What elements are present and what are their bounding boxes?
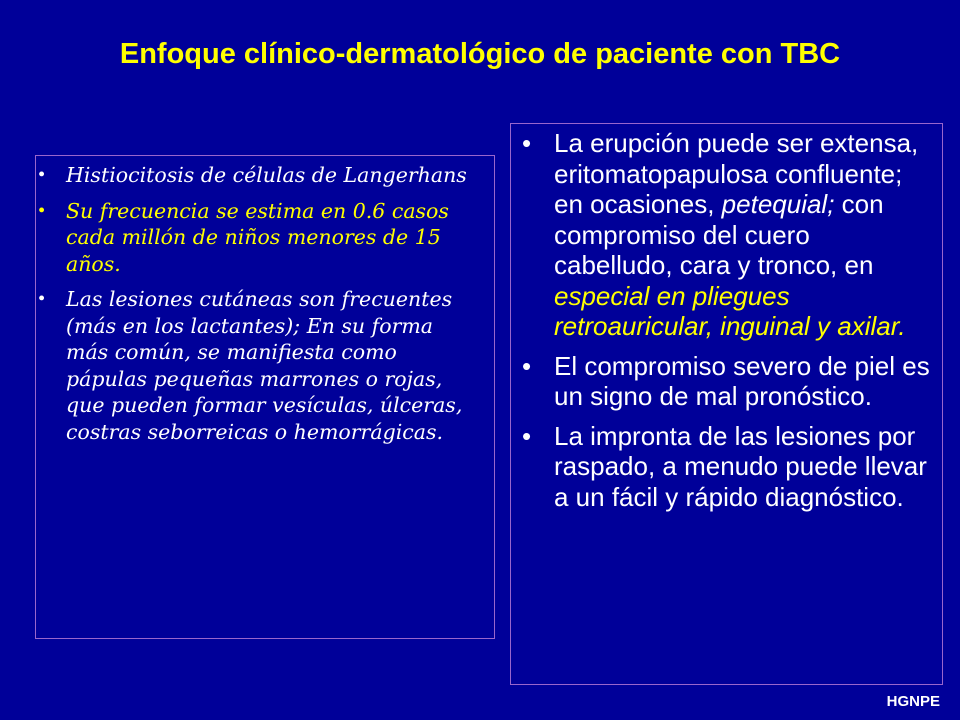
slide-title: Enfoque clínico-dermatológico de paciente con TBC (119, 38, 841, 70)
right-item-text: La impronta de las lesiones por raspado, a menudo puede llevar a un fácil y rápido diagnóstico. (554, 420, 927, 512)
right-item-text-part: con compromiso del cuero cabelludo, cara y tronco, en (554, 189, 884, 280)
left-bullet-list (38, 162, 481, 454)
left-item-text: Su frecuencia se estima en 0.6 casos cada millón de niños menores de 15 años. (66, 198, 449, 276)
bullet-icon: • (522, 128, 532, 158)
right-list-item-1 (522, 128, 934, 342)
bullet-icon: • (38, 288, 46, 310)
right-text-box (510, 123, 943, 685)
left-text-box (35, 155, 495, 639)
right-item-text: El compromiso severo de piel es un signo de mal pronóstico. (554, 350, 930, 411)
bullet-icon: • (38, 199, 46, 222)
footer-label: HGNPE (886, 693, 940, 710)
right-item-text-highlight: especial en pliegues retroauricular, inguinal y axilar. (554, 280, 906, 341)
right-list-item-3 (522, 420, 934, 513)
bullet-icon: • (522, 420, 532, 451)
bullet-icon: • (38, 164, 46, 186)
right-item-text-part: La erupción puede ser extensa, eritomatopapulosa confluente; en ocasiones, (554, 128, 919, 219)
right-list-item-2 (522, 350, 934, 412)
right-item-text-italic: petequial; (721, 189, 835, 219)
left-list-item-2 (38, 198, 481, 278)
right-bullet-list (522, 128, 934, 521)
left-list-item-3 (38, 286, 481, 445)
left-item-text: Las lesiones cutáneas son frecuentes (más en los lactantes); En su forma más común, se manifiesta como pápulas pequeñas marrones o rojas, que pueden formar vesículas, úlceras, costras seborreicas o hemorrágicas. (66, 287, 463, 444)
bullet-icon: • (522, 350, 532, 381)
left-list-item-1 (38, 162, 481, 189)
left-item-text: Histiocitosis de células de Langerhans (66, 163, 467, 187)
